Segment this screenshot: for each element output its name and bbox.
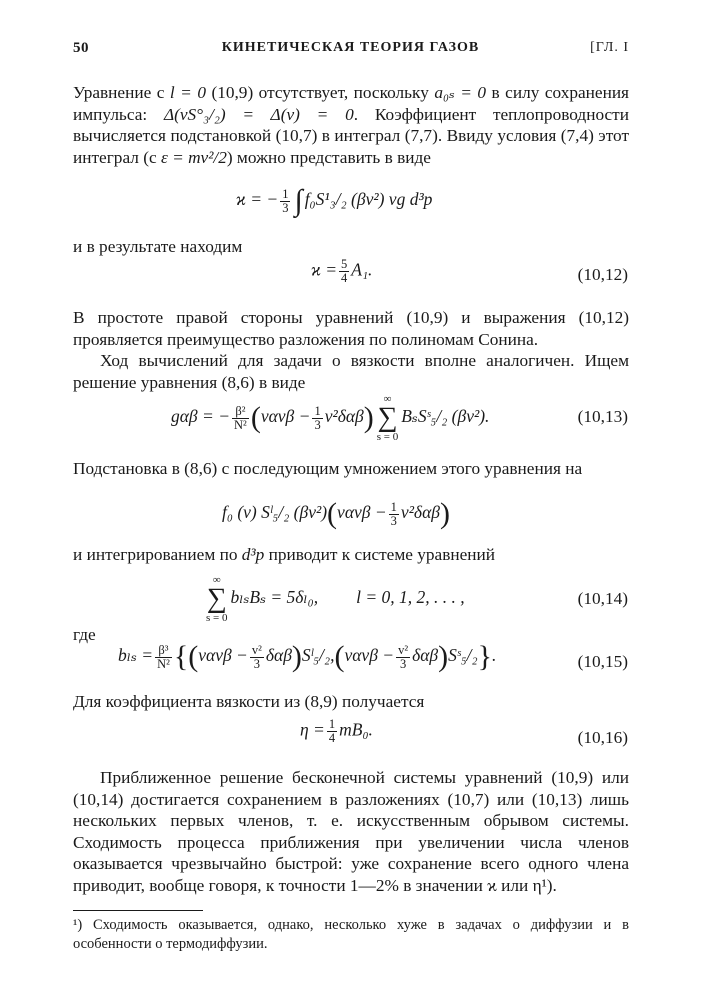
paragraph-8: Для коэффициента вязкости из (8,9) получается [73,692,425,711]
fraction: $\frac{\text{β³}}{\text{N²}}$ [157,642,170,671]
fraction: $\frac{1}{3}$ [314,403,321,432]
fraction: $\frac{5}{4}$ [341,257,348,285]
equation-label-10-13: (10,13) [577,407,628,426]
equation-10-14: ∞ ∑ s = 0 bₗₛBₛ = 5δₗ₀, l = 0, 1, 2, . . . , [206,574,465,624]
footnote [73,916,629,954]
paragraph-7: где [73,625,96,644]
footnote-text: Сходимость оказывается, однако, несколько хуже в задачах о диффузии и в особенности о термодиффузии. [73,917,629,952]
equation-10-15: bₗₛ = $\frac{\text{β³}}{\text{N²}}$ {(vαvβ − $\frac{\text{v²}}{3}$ δαβ)Sˡ₅/₂,(vαvβ − $\frac{\text{v²}}{3}$ δαβ)Sˢ₅/₂}. [118,640,497,673]
fraction: $\frac{1}{3}$ [390,499,397,528]
equation-10-12: ϰ = $\frac{5}{4}$ A₁. [311,257,373,285]
paragraph-6: и интегрированием по d³p приводит к системе уравнений [73,545,496,564]
footnote-rule [73,910,203,911]
sum-operator: ∞ ∑ s = 0 [376,393,399,443]
page-number: 50 [73,40,89,56]
integral-sign: ∫ [294,184,303,217]
equation-10-16: η = $\frac{1}{4}$ mB₀. [300,717,373,745]
paragraph-3: В простоте правой стороны уравнений (10,9) и выражения (10,12) проявляется преимущество разложения по полиномам Сонина. [73,308,629,349]
paragraph-1: Уравнение с l = 0 (10,9) отсутствует, поскольку a₀ₛ = 0 в силу сохранения импульса: Δ(vS°₃/₂) = Δ(v) = 0. Коэффициент теплопроводности вычисляется подстановкой (10,7) в интеграл (7,7). Ввиду условия (7,4) этот интеграл (с ε = mv²/2) можно представить в виде [73,83,630,167]
running-title: КИНЕТИЧЕСКАЯ ТЕОРИЯ ГАЗОВ [221,40,480,55]
paragraph-9: Приближенное решение бесконечной системы уравнений (10,9) или (10,14) достигается сохранением в разложениях (10,7) или (10,13) лишь нескольких первых членов, т. е. искусственным обрывом системы. Сходимость процесса приближения при увеличении числа членов оказывается чрезвычайно быстрой: уже сохранение всего одного члена приводит, вообще говоря, к точности 1—2% в значении ϰ или η¹). [73,768,629,895]
chapter-label: [ГЛ. I [590,40,629,55]
multiplier-formula: f₀ (v) Sˡ₅/₂ (βv²)(vαvβ − $\frac{1}{3}$ v²δαβ) [222,497,450,530]
fraction: $\frac{1}{4}$ [328,717,336,745]
sum-operator: ∞ ∑ s = 0 [206,574,228,624]
equation-label-10-12: (10,12) [577,265,628,284]
equation-label-10-16: (10,16) [577,728,628,747]
kappa-integral-formula: ϰ = − $\frac{1}{3}$ ∫ f₀S¹₃/₂ (βv²) vg d³p [236,184,433,217]
paragraph-2: и в результате находим [73,237,243,256]
fraction: $\frac{\text{v²}}{3}$ [398,642,409,671]
equation-10-13: gαβ = − $\frac{\text{β²}}{\text{N²}}$ (vαvβ − $\frac{1}{3}$ v²δαβ) ∞ ∑ s = 0 BₛSˢ₅/₂ (βv²). [171,393,490,443]
fraction: $\frac{\text{β²}}{\text{N²}}$ [234,403,247,432]
fraction: $\frac{\text{v²}}{3}$ [251,642,262,671]
paragraph-4: Ход вычислений для задачи о вязкости вполне аналогичен. Ищем решение уравнения (8,6) в виде [73,351,629,392]
fraction: $\frac{1}{3}$ [282,186,289,215]
paragraph-5: Подстановка в (8,6) с последующим умножением этого уравнения на [73,459,583,478]
equation-label-10-15: (10,15) [577,652,628,671]
equation-label-10-14: (10,14) [577,589,628,608]
footnote-marker: ¹) [73,917,83,933]
